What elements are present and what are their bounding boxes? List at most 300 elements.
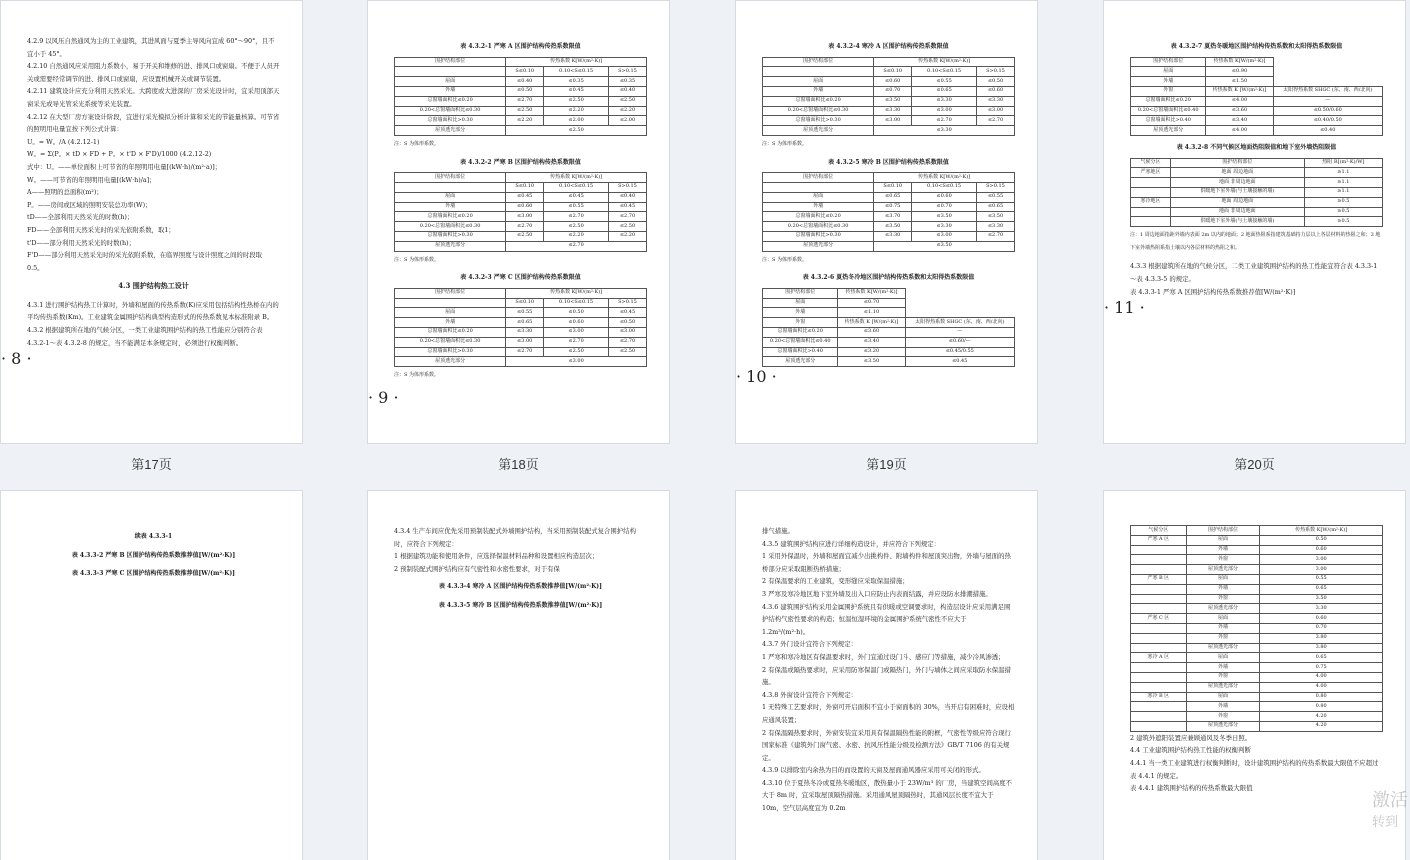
data-table bbox=[1130, 525, 1383, 732]
table-cell: ≤3.50 bbox=[874, 241, 1015, 251]
body-text: 4.2.10 自然通风应采用阻力系数小，易于开关和维修的进、排风口或窗扇。不便于人员开关或需要经常调节的进、排风口或窗扇，应设置机械开关或调节装置。 bbox=[27, 62, 280, 83]
table-cell: 屋顶透光部分 bbox=[763, 126, 874, 136]
table-cell bbox=[1131, 584, 1187, 594]
table-row bbox=[1131, 197, 1383, 207]
body-text: 2 有保温隔热要求时，外窗安装宜采用具有保温隔热性能的附框，气密性等级应符合现行国家标准《建筑外门窗气密、水密、抗风压性能分级及检测方法》GB/T 7106 的有关规定。 bbox=[762, 728, 1011, 762]
table-cell: ≤2.00 bbox=[544, 116, 609, 126]
table-row bbox=[763, 318, 1015, 328]
page-number: · 10 · bbox=[736, 367, 777, 387]
page-number: · 11 · bbox=[1104, 298, 1145, 318]
table-cell: 围护结构部位 bbox=[763, 288, 838, 298]
table-cell: S≤0.10 bbox=[874, 182, 912, 192]
table-cell: 3.30 bbox=[1260, 604, 1383, 614]
table-row bbox=[395, 337, 647, 347]
table-cell: 屋顶透光部分 bbox=[395, 357, 506, 367]
data-table bbox=[762, 288, 1015, 367]
table-cell: ≤3.30 bbox=[874, 106, 912, 116]
table-cell: 4.20 bbox=[1260, 721, 1383, 731]
table-cell: ≤2.50 bbox=[608, 222, 646, 232]
table-cell: ≤0.35 bbox=[608, 77, 646, 87]
table-cell: 总窗墙面积比>0.30 bbox=[395, 347, 506, 357]
table-cell: 0.65 bbox=[1260, 584, 1383, 594]
table-cell: 地面 周边地面 bbox=[1171, 168, 1305, 178]
table-cell: ≤2.20 bbox=[544, 231, 609, 241]
table-row bbox=[1131, 672, 1383, 682]
table-cell: 3.80 bbox=[1260, 633, 1383, 643]
table-cell: 传热系数 K [W/(m²·K)] bbox=[1206, 86, 1273, 96]
table-cell: 0.10<S≤0.15 bbox=[912, 182, 977, 192]
table-caption: 表 4.3.2-2 严寒 B 区围护结构传热系数限值 bbox=[460, 158, 581, 166]
table-cell: ≤0.70 bbox=[912, 202, 977, 212]
page-number: · 8 · bbox=[1, 349, 32, 369]
document-page-24[interactable] bbox=[1103, 490, 1406, 860]
table-cell: 总窗墙面积比>0.30 bbox=[395, 231, 506, 241]
table-cell: 屋面 bbox=[1131, 67, 1206, 77]
table-row bbox=[1131, 643, 1383, 653]
table-cell bbox=[395, 67, 506, 77]
table-cell bbox=[1131, 721, 1187, 731]
table-cell: 寒冷 B 区 bbox=[1131, 692, 1187, 702]
table-row bbox=[395, 231, 647, 241]
table-cell: 总窗墙面积比>0.40 bbox=[763, 347, 838, 357]
table-cell: 围护结构部位 bbox=[763, 57, 874, 67]
table-row bbox=[763, 182, 1015, 192]
table-cell: 屋顶透光部分 bbox=[1186, 565, 1260, 575]
table-caption: 表 4.3.3-5 寒冷 B 区围护结构传热系数推荐值[W/(m²·K)] bbox=[438, 601, 603, 609]
table-row bbox=[763, 126, 1015, 136]
table-cell: ≤2.20 bbox=[608, 106, 646, 116]
table-cell bbox=[1131, 178, 1171, 188]
table-caption: 表 4.3.3-2 严寒 B 区围护结构传热系数推荐值[W/(m²·K)] bbox=[71, 551, 236, 559]
body-text: 2 建筑外遮阳装置应兼顾通风及冬季日照。 bbox=[1130, 733, 1252, 742]
table-cell: ≤0.55 bbox=[544, 202, 609, 212]
table-cell: 0.50 bbox=[1260, 535, 1383, 545]
table-row bbox=[1131, 545, 1383, 555]
body-text: 4.2.12 在大型厂房方案设计阶段，宜进行采光模拟分析计算和采光的节能量核算。可节省的照明用电量宜按下列公式计算： bbox=[27, 112, 280, 134]
table-row bbox=[395, 357, 647, 367]
table-cell: ≤0.40 bbox=[1273, 126, 1382, 136]
table-row bbox=[1131, 67, 1383, 77]
table-cell: ≤0.75 bbox=[874, 202, 912, 212]
table-cell: 屋顶透光部分 bbox=[1186, 721, 1260, 731]
table-cell: S≤0.10 bbox=[506, 298, 544, 308]
table-row bbox=[763, 96, 1015, 106]
table-cell: 外墙 bbox=[1186, 584, 1260, 594]
page-label-18[interactable]: 第18页 bbox=[498, 457, 539, 472]
table-cell: 外墙 bbox=[395, 86, 506, 96]
table-cell: ≤0.50 bbox=[544, 308, 609, 318]
watermark-line2: 转到 bbox=[1372, 815, 1399, 830]
body-text: tD——全部利用天然采光的时数(h)； bbox=[27, 213, 134, 222]
table-cell: 气候分区 bbox=[1131, 158, 1171, 168]
document-page-18[interactable] bbox=[367, 0, 670, 444]
table-row bbox=[763, 347, 1015, 357]
table-cell bbox=[1131, 672, 1187, 682]
table-cell: ≤2.70 bbox=[976, 231, 1014, 241]
table-row bbox=[1131, 126, 1383, 136]
table-cell: 屋面 bbox=[1186, 574, 1260, 584]
table-cell: ≤3.30 bbox=[912, 96, 977, 106]
table-cell: ≤2.20 bbox=[608, 231, 646, 241]
body-text: 3 严寒及寒冷地区地下室外墙及出入口应防止内表面结露，并应设防水排潮措施。 bbox=[762, 589, 992, 598]
table-cell: ≤2.20 bbox=[544, 106, 609, 116]
table-cell: 寒冷地区 bbox=[1131, 197, 1171, 207]
table-cell: 屋面 bbox=[1186, 614, 1260, 624]
table-cell: 总窗墙面积比>0.30 bbox=[763, 116, 874, 126]
table-row bbox=[1131, 653, 1383, 663]
table-cell: 0.20<总窗墙面积比≤0.30 bbox=[395, 222, 506, 232]
table-row bbox=[1131, 633, 1383, 643]
table-cell: 外窗 bbox=[1186, 712, 1260, 722]
table-row bbox=[395, 67, 647, 77]
table-cell bbox=[1131, 565, 1187, 575]
table-row bbox=[1131, 96, 1383, 106]
table-note: 注：1 周边地面指距外墙内表面 2m 以内的地面；2 地面热阻系指建筑基础持力层以上各层材料的热阻之和；3 地下室外墙热阻系指土壤以内各层材料的热阻之和。 bbox=[1130, 232, 1381, 251]
document-page-17[interactable] bbox=[0, 0, 303, 444]
table-cell: 供暖地下室外墙(与土壤接触的墙) bbox=[1171, 187, 1305, 197]
table-cell: 外墙 bbox=[763, 86, 874, 96]
table-cell: 3.00 bbox=[1260, 565, 1383, 575]
table-cell: 屋面 bbox=[1186, 692, 1260, 702]
table-cell bbox=[1131, 604, 1187, 614]
table-cell: 围护结构部位 bbox=[1171, 158, 1305, 168]
page-label-19[interactable]: 第19页 bbox=[866, 457, 907, 472]
table-note: 注：S 为体形系数。 bbox=[394, 140, 440, 147]
table-cell bbox=[763, 67, 874, 77]
body-text: 表 4.4.1 建筑围护结构的传热系数最大限值 bbox=[1130, 784, 1253, 793]
table-cell: 屋顶透光部分 bbox=[763, 241, 874, 251]
document-page-19[interactable] bbox=[735, 0, 1038, 444]
table-cell: ≥1.1 bbox=[1304, 178, 1382, 188]
table-cell: 总窗墙面积比≤0.20 bbox=[763, 327, 838, 337]
table-cell: ≥1.1 bbox=[1304, 168, 1382, 178]
table-cell: ≤0.60 bbox=[912, 192, 977, 202]
table-cell: — bbox=[1273, 96, 1382, 106]
table-cell: ≤3.00 bbox=[506, 337, 544, 347]
table-row bbox=[1131, 692, 1383, 702]
table-cell: ≤3.40 bbox=[838, 337, 905, 347]
data-table bbox=[394, 172, 647, 251]
body-text: 1 严寒和寒冷地区有保温要求时，外门宜通过设门斗、感应门等措施，减少冷风渗透； bbox=[762, 652, 1005, 661]
table-cell: 屋顶透光部分 bbox=[1186, 682, 1260, 692]
data-table bbox=[1130, 57, 1383, 136]
table-cell: 外墙 bbox=[1186, 545, 1260, 555]
table-cell: ≤0.65 bbox=[874, 192, 912, 202]
table-cell bbox=[1131, 594, 1187, 604]
table-cell: 外窗 bbox=[1131, 86, 1206, 96]
table-cell bbox=[1131, 217, 1171, 227]
table-row bbox=[1131, 86, 1383, 96]
table-row bbox=[1131, 712, 1383, 722]
table-cell: 总窗墙面积比≤0.20 bbox=[395, 212, 506, 222]
table-row bbox=[395, 182, 647, 192]
table-cell: ≤0.65 bbox=[976, 202, 1014, 212]
table-caption: 表 4.3.2-6 夏热冬冷地区围护结构传热系数和太阳得热系数限值 bbox=[802, 274, 975, 282]
body-text: 2 预制装配式围护结构应有气密性和水密性要求，对于有保 bbox=[394, 564, 560, 573]
document-page-22[interactable] bbox=[367, 490, 670, 860]
table-cell: ≤3.60 bbox=[838, 327, 905, 337]
table-row bbox=[1131, 217, 1383, 227]
table-cell: ≤3.00 bbox=[912, 231, 977, 241]
table-cell: 0.20<总窗墙面积比≤0.30 bbox=[763, 222, 874, 232]
body-text: 2 有保温要求的工业建筑，变形缝应采取保温措施； bbox=[762, 577, 909, 586]
table-cell bbox=[1131, 207, 1171, 217]
table-cell: ≥0.5 bbox=[1304, 217, 1382, 227]
table-row bbox=[1131, 77, 1383, 87]
table-cell bbox=[1131, 555, 1187, 565]
table-cell: ≤4.00 bbox=[1206, 126, 1273, 136]
table-cell: ≤0.45 bbox=[608, 202, 646, 212]
table-cell: 外墙 bbox=[1186, 702, 1260, 712]
table-cell: ≤3.30 bbox=[874, 231, 912, 241]
table-row bbox=[763, 86, 1015, 96]
table-cell bbox=[1131, 682, 1187, 692]
table-row bbox=[1131, 682, 1383, 692]
table-cell: 传热系数 K[W/(m²·K)] bbox=[874, 57, 1015, 67]
table-cell: ≤3.50 bbox=[912, 212, 977, 222]
table-cell: 传热系数 K[W/(m²·K)] bbox=[838, 288, 905, 298]
table-caption: 表 4.3.2-8 不同气候区地面热阻限值和地下室外墙热阻限值 bbox=[1176, 143, 1337, 151]
table-cell: 屋顶透光部分 bbox=[1186, 643, 1260, 653]
table-row bbox=[1131, 574, 1383, 584]
data-table bbox=[762, 57, 1015, 136]
table-cell: ≤2.70 bbox=[544, 212, 609, 222]
table-cell: S>0.15 bbox=[608, 67, 646, 77]
table-cell: 外窗 bbox=[1186, 633, 1260, 643]
body-text: FD——全部利用天然采光时的采光依附系数，取1； bbox=[27, 225, 175, 234]
table-cell: ≤3.30 bbox=[912, 222, 977, 232]
table-row bbox=[763, 337, 1015, 347]
body-text: 1 根据建筑功能和使用条件，应选择保温材料品种和设置相应构造层次； bbox=[394, 552, 599, 561]
table-row bbox=[395, 298, 647, 308]
table-cell: 太阳得热系数 SHGC (东、南、西/北向) bbox=[905, 318, 1014, 328]
table-cell: ≤0.60 bbox=[874, 77, 912, 87]
table-cell: 0.10<S≤0.15 bbox=[544, 67, 609, 77]
table-note: 注：S 为体形系数。 bbox=[394, 372, 440, 379]
table-row bbox=[1131, 594, 1383, 604]
table-cell: 传热系数 K[W/(m²·K)] bbox=[1206, 57, 1273, 67]
table-caption: 表 4.3.2-4 寒冷 A 区围护结构传热系数限值 bbox=[828, 43, 949, 50]
document-page-20[interactable] bbox=[1103, 0, 1406, 444]
table-cell: 0.20<总窗墙面积比≤0.30 bbox=[395, 337, 506, 347]
table-row bbox=[1131, 565, 1383, 575]
table-row bbox=[763, 77, 1015, 87]
table-cell bbox=[1131, 702, 1187, 712]
table-row bbox=[1131, 158, 1383, 168]
document-page-23[interactable] bbox=[735, 490, 1038, 860]
table-row bbox=[1131, 721, 1383, 731]
table-cell: 屋面 bbox=[763, 298, 838, 308]
table-cell: ≤3.00 bbox=[912, 106, 977, 116]
table-row bbox=[395, 202, 647, 212]
body-text: 排气措施。 bbox=[762, 527, 794, 535]
table-cell: ≤4.00 bbox=[1206, 96, 1273, 106]
table-cell: S≤0.10 bbox=[506, 67, 544, 77]
table-cell: 0.20<总窗墙面积比≤0.40 bbox=[763, 337, 838, 347]
table-cell: ≤0.50/0.60 bbox=[1273, 106, 1382, 116]
table-row bbox=[395, 116, 647, 126]
page-number: · 9 · bbox=[368, 387, 399, 407]
table-row bbox=[763, 288, 1015, 298]
table-cell: 屋顶透光部分 bbox=[1186, 604, 1260, 614]
table-cell: ≤2.70 bbox=[506, 96, 544, 106]
table-cell: 屋面 bbox=[1186, 653, 1260, 663]
table-cell: ≤3.30 bbox=[506, 327, 544, 337]
table-cell: ≤3.30 bbox=[874, 126, 1015, 136]
table-row bbox=[1131, 663, 1383, 673]
table-cell: 外墙 bbox=[395, 318, 506, 328]
table-cell: ≥1.1 bbox=[1304, 187, 1382, 197]
table-cell: ≥0.5 bbox=[1304, 197, 1382, 207]
table-row bbox=[1131, 187, 1383, 197]
table-cell: ≤0.55 bbox=[912, 77, 977, 87]
table-cell: 传热系数 K[W/(m²·K)] bbox=[506, 57, 647, 67]
table-cell: ≤3.70 bbox=[874, 212, 912, 222]
table-row bbox=[763, 116, 1015, 126]
body-text: 4.3.1 进行围护结构热工计算时，外墙和屋面的传热系数(K)应采用包括结构性热桥在内的平均传热系数(Km)。工业建筑金属围护结构典型构造形式的传热系数见本标准附录 B。 bbox=[27, 300, 279, 322]
table-caption: 表 4.3.3-3 严寒 C 区围护结构传热系数推荐值[W/(m²·K)] bbox=[71, 570, 236, 578]
page-label-17[interactable]: 第17页 bbox=[131, 457, 172, 472]
body-text: 1 无特殊工艺要求时，外窗可开启面积不宜小于窗面积的 30%，当开启有困难时，应设相应通风装置； bbox=[762, 703, 1015, 724]
table-cell: ≤0.40 bbox=[608, 192, 646, 202]
table-cell: 屋面 bbox=[395, 77, 506, 87]
body-text: 2 有保温或隔热要求时，应采用防寒保温门或隔热门，外门与墙体之间应采取防水保温措施。 bbox=[762, 665, 1011, 687]
table-row bbox=[395, 57, 647, 67]
table-cell: 总窗墙面积比≤0.20 bbox=[395, 96, 506, 106]
body-text: 表 4.3.3-1 严寒 A 区围护结构传热系数推荐值[W/(m²·K)] bbox=[1130, 287, 1296, 296]
table-cell: S>0.15 bbox=[608, 182, 646, 192]
table-cell: 围护结构部位 bbox=[1186, 526, 1260, 536]
table-cell: ≤3.60 bbox=[1206, 106, 1273, 116]
table-cell: 严寒 C 区 bbox=[1131, 614, 1187, 624]
table-cell: 传热系数 K[W/(m²·K)] bbox=[506, 173, 647, 183]
table-cell: 总窗墙面积比>0.40 bbox=[1131, 116, 1206, 126]
table-caption: 表 4.3.2-7 夏热冬暖地区围护结构传热系数和太阳得热系数限值 bbox=[1170, 43, 1343, 50]
table-cell: 气候分区 bbox=[1131, 526, 1187, 536]
table-caption: 表 4.3.2-5 寒冷 B 区围护结构传热系数限值 bbox=[828, 158, 949, 166]
table-cell: 寒冷 A 区 bbox=[1131, 653, 1187, 663]
table-cell: ≤3.00 bbox=[506, 212, 544, 222]
table-cell: 0.10<S≤0.15 bbox=[544, 182, 609, 192]
table-row bbox=[763, 67, 1015, 77]
table-row bbox=[395, 173, 647, 183]
table-row bbox=[763, 241, 1015, 251]
table-cell: 外窗 bbox=[1186, 594, 1260, 604]
body-text: 4.4.1 当一类工业建筑进行权衡判断时，设计建筑围护结构的传热系数最大限值不应超过表 4.4.1 的规定。 bbox=[1130, 758, 1379, 780]
table-cell: 4.00 bbox=[1260, 682, 1383, 692]
table-cell: 3.80 bbox=[1260, 643, 1383, 653]
table-cell bbox=[1131, 663, 1187, 673]
table-row bbox=[1131, 168, 1383, 178]
table-cell: 总窗墙面积比≤0.20 bbox=[1131, 96, 1206, 106]
table-cell: ≤2.70 bbox=[912, 116, 977, 126]
body-text: t'D——部分利用天然采光的时数(h)； bbox=[27, 238, 136, 247]
table-cell: 0.60 bbox=[1260, 545, 1383, 555]
body-text: 4.2.9 以风压自然通风为主的工业建筑，其进风面与夏季主导风向宜成 60°～90°，且不宜小于 45°。 bbox=[27, 37, 275, 58]
table-cell: 严寒 B 区 bbox=[1131, 574, 1187, 584]
table-cell: ≤2.70 bbox=[506, 347, 544, 357]
body-text: 4.3.5 建筑围护结构应进行详细构造设计，并应符合下列规定： bbox=[762, 539, 941, 548]
table-cell: ≤0.45 bbox=[905, 357, 1014, 367]
table-cell: 0.20<总窗墙面积比≤0.40 bbox=[1131, 106, 1206, 116]
table-cell: ≤3.00 bbox=[608, 327, 646, 337]
table-cell: 0.10<S≤0.15 bbox=[912, 67, 977, 77]
table-row bbox=[763, 192, 1015, 202]
table-cell: 外墙 bbox=[1186, 623, 1260, 633]
activation-watermark bbox=[1372, 790, 1408, 834]
table-row bbox=[1131, 623, 1383, 633]
table-cell: S>0.15 bbox=[976, 182, 1014, 192]
table-cell: ≤2.70 bbox=[608, 212, 646, 222]
body-text: 4.3.8 外窗设计宜符合下列规定： bbox=[762, 690, 857, 699]
table-cell: ≤3.00 bbox=[544, 327, 609, 337]
table-cell: ≤3.50 bbox=[838, 357, 905, 367]
table-cell: ≤0.55 bbox=[976, 192, 1014, 202]
table-cell: 屋面 bbox=[763, 77, 874, 87]
table-cell: ≤0.60 bbox=[976, 86, 1014, 96]
table-row bbox=[1131, 702, 1383, 712]
table-row bbox=[1131, 584, 1383, 594]
page-label-20[interactable]: 第20页 bbox=[1234, 457, 1275, 472]
table-cell: ≤3.00 bbox=[506, 357, 647, 367]
table-cell: ≤0.45 bbox=[544, 86, 609, 96]
table-row bbox=[1131, 526, 1383, 536]
table-cell: 外窗 bbox=[763, 318, 838, 328]
table-cell: 0.20<总窗墙面积比≤0.30 bbox=[763, 106, 874, 116]
table-cell: ≤3.50 bbox=[874, 96, 912, 106]
table-row bbox=[395, 327, 647, 337]
table-cell: ≤0.45 bbox=[608, 308, 646, 318]
table-cell: ≤3.30 bbox=[976, 222, 1014, 232]
table-cell: 0.10<S≤0.15 bbox=[544, 298, 609, 308]
table-cell: 4.00 bbox=[1260, 672, 1383, 682]
document-page-21[interactable] bbox=[0, 490, 303, 860]
table-cell: ≤0.55 bbox=[506, 308, 544, 318]
body-text: F'D——部分利用天然采光时的采光依附系数，在临界照度与设计照度之间的时段取 0.5。 bbox=[27, 251, 262, 272]
table-cell: ≤2.50 bbox=[544, 347, 609, 357]
table-cell: 地面 周边地面 bbox=[1171, 197, 1305, 207]
body-text: A——照明的总面积(m²)； bbox=[27, 188, 103, 197]
table-row bbox=[395, 106, 647, 116]
table-cell bbox=[1131, 623, 1187, 633]
table-cell: 屋顶透光部分 bbox=[763, 357, 838, 367]
table-row bbox=[395, 222, 647, 232]
table-cell: 0.80 bbox=[1260, 692, 1383, 702]
table-note: 注：S 为体形系数。 bbox=[394, 256, 440, 263]
table-cell: 0.20<总窗墙面积比≤0.30 bbox=[395, 106, 506, 116]
table-row bbox=[395, 77, 647, 87]
body-text: 4.3.4 生产车间应优先采用预制装配式外墙围护结构，当采用预制装配式复合围护结构时，应符合下列规定： bbox=[394, 527, 636, 548]
table-cell: 外墙 bbox=[1131, 77, 1206, 87]
table-cell: 总窗墙面积比≤0.20 bbox=[763, 212, 874, 222]
table-cell: ≤3.00 bbox=[874, 116, 912, 126]
table-row bbox=[763, 298, 1015, 308]
table-cell: ≤2.00 bbox=[608, 116, 646, 126]
table-cell: 外墙 bbox=[763, 202, 874, 212]
table-cell: ≤2.50 bbox=[506, 106, 544, 116]
table-row bbox=[763, 106, 1015, 116]
table-cell: ≤2.70 bbox=[608, 337, 646, 347]
table-cell: ≤2.50 bbox=[608, 96, 646, 106]
table-cell: ≤3.40 bbox=[1206, 116, 1273, 126]
table-cell: ≤0.60 bbox=[544, 318, 609, 328]
table-cell: ≤3.00 bbox=[976, 106, 1014, 116]
data-table bbox=[762, 172, 1015, 251]
table-cell bbox=[1131, 643, 1187, 653]
table-cell: ≤1.10 bbox=[838, 308, 905, 318]
table-cell: 传热系数 K[W/(m²·K)] bbox=[506, 288, 647, 298]
table-cell: ≤0.50 bbox=[506, 86, 544, 96]
